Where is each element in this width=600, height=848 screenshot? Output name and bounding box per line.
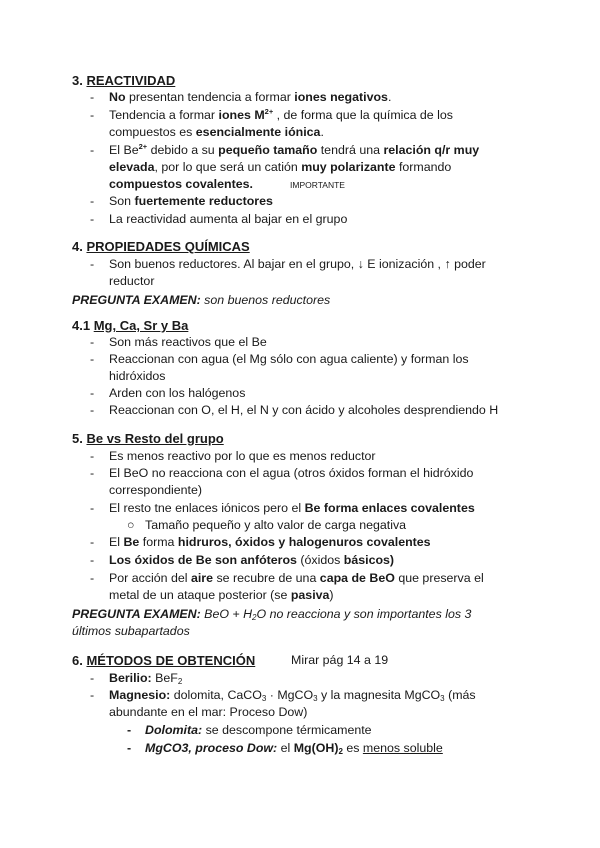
list-item: Por acción del aire se recubre de una capa de BeO que preserva el [109, 571, 484, 585]
important-note: IMPORTANTE [290, 180, 345, 190]
list-item-continuation: elevada, por lo que será un catión muy polarizante formando [109, 160, 452, 174]
section-title: Be vs Resto del grupo [86, 431, 224, 446]
bullet-dash: - [90, 90, 95, 104]
sub-list-item: Tamaño pequeño y alto valor de carga negativa [145, 518, 407, 532]
bullet-dash: - [90, 335, 95, 349]
bullet-dash: - [90, 501, 95, 515]
bullet-dash: - [90, 108, 95, 122]
list-item-continuation: abundante en el mar: Proceso Dow) [109, 705, 308, 719]
list-item-continuation: hidróxidos [109, 369, 166, 383]
list-item: Tendencia a formar iones $M^{2+}$ , de forma que la química de los [109, 107, 453, 122]
bullet-dash: - [90, 386, 95, 400]
list-item-continuation: correspondiente) [109, 483, 202, 497]
section-3-heading [72, 72, 175, 89]
bullet-dash: - [90, 535, 95, 549]
section-number: 3. [72, 73, 83, 88]
bullet-dash: - [90, 671, 95, 685]
section-number: 4.1 [72, 318, 91, 333]
list-item: El BeO no reacciona con el agua (otros óxidos forman el hidróxido [109, 466, 474, 480]
list-item: Son buenos reductores. Al bajar en el grupo, ↓ E ionización , ↑ poder [109, 257, 486, 271]
bullet-dash: - [90, 212, 95, 226]
list-item: El $Be^{2+}$ debido a su pequeño tamaño tendrá una relación q/r muy [109, 142, 480, 157]
bullet-dash: - [90, 403, 95, 417]
bullet-dash: - [90, 194, 95, 208]
list-item: Magnesio: dolomita, CaCO$_3$ · MgCO$_3$ y la magnesita MgCO$_3$ (más [109, 688, 476, 703]
section-number: 5. [72, 431, 83, 446]
section-5-heading [72, 430, 224, 447]
list-item: Berilio: BeF$_2$ [109, 671, 183, 686]
list-item: El resto tne enlaces iónicos pero el Be forma enlaces covalentes [109, 501, 475, 515]
section-4-1-heading [72, 317, 188, 334]
bullet-dash: - [90, 553, 95, 567]
list-item-continuation: reductor [109, 274, 155, 288]
list-item: Son más reactivos que el Be [109, 335, 267, 349]
list-item-continuation: compuestos covalentes. [109, 177, 253, 191]
section-title: PROPIEDADES QUÍMICAS [86, 239, 250, 254]
sub-bullet-dash: - [127, 741, 132, 755]
list-item-continuation: compuestos es esencialmente iónica. [109, 125, 324, 139]
list-item: La reactividad aumenta al bajar en el grupo [109, 212, 348, 226]
bullet-dash: - [90, 257, 95, 271]
section-number: 4. [72, 239, 83, 254]
bullet-dash: - [90, 466, 95, 480]
list-item: No presentan tendencia a formar iones negativos. [109, 90, 392, 104]
section-4-heading [72, 238, 250, 255]
sub-list-item: Dolomita: se descompone térmicamente [145, 723, 372, 737]
bullet-dash: - [90, 449, 95, 463]
exam-question: PREGUNTA EXAMEN: BeO + $H_2O$ no reacciona y son importantes los 3 [72, 607, 472, 622]
bullet-dash: - [90, 143, 95, 157]
list-item: Son fuertemente reductores [109, 194, 273, 208]
section-6-heading [72, 652, 255, 669]
bullet-dash: - [90, 352, 95, 366]
section-number: 6. [72, 653, 83, 668]
page-reference-note: Mirar pág 14 a 19 [291, 653, 389, 667]
bullet-dash: - [90, 571, 95, 585]
sub-bullet-circle: ○ [127, 518, 135, 532]
sub-bullet-dash: - [127, 723, 132, 737]
list-item: Es menos reactivo por lo que es menos reductor [109, 449, 376, 463]
bullet-dash: - [90, 688, 95, 702]
list-item: Reaccionan con agua (el Mg sólo con agua caliente) y forman los [109, 352, 469, 366]
sub-list-item: MgCO3, proceso Dow: el $Mg(OH)_2$ es menos soluble [145, 741, 443, 756]
list-item-continuation: metal de un ataque posterior (se pasiva) [109, 588, 334, 602]
list-item: El Be forma hidruros, óxidos y halogenuros covalentes [109, 535, 431, 549]
list-item: Reaccionan con O, el H, el N y con ácido y alcoholes desprendiendo H [109, 403, 499, 417]
section-title: MÉTODOS DE OBTENCIÓN [86, 653, 256, 668]
list-item: Los óxidos de Be son anfóteros (óxidos básicos) [109, 553, 395, 567]
exam-question: PREGUNTA EXAMEN: son buenos reductores [72, 293, 331, 307]
section-title: Mg, Ca, Sr y Ba [93, 318, 189, 333]
section-title: REACTIVIDAD [86, 73, 176, 88]
list-item: Arden con los halógenos [109, 386, 246, 400]
exam-question-continuation: últimos subapartados [72, 624, 190, 638]
